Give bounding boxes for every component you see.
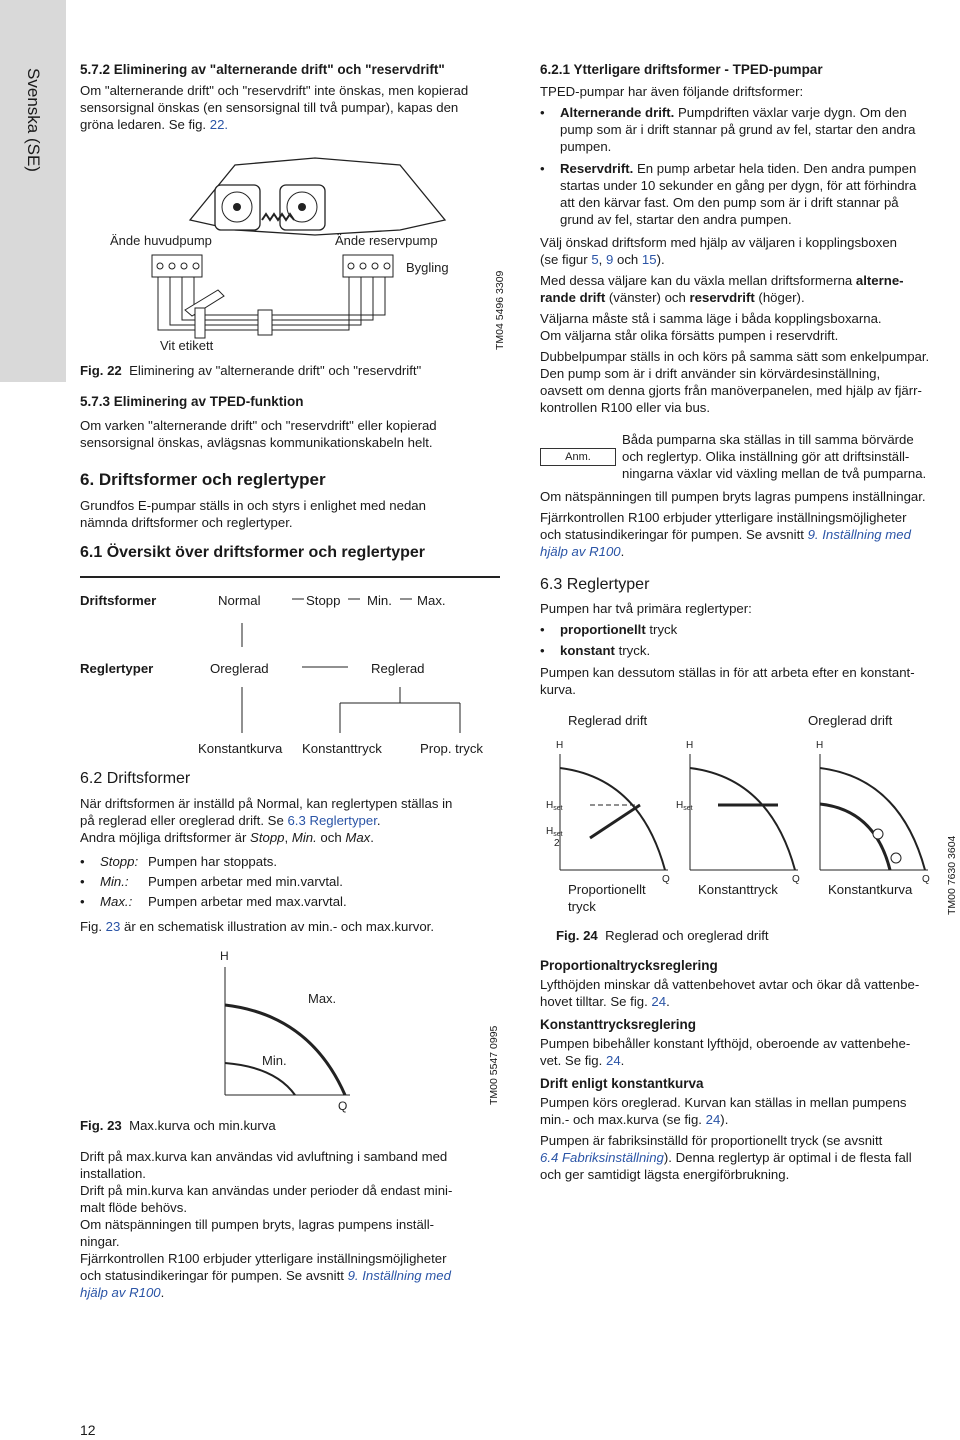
list-item: • Min.: Pumpen arbetar med min.varvtal. xyxy=(80,873,347,890)
label-prop: Prop. tryck xyxy=(420,741,484,756)
label-min: Min. xyxy=(367,593,392,608)
label-bygling: Bygling xyxy=(406,260,449,275)
fig22-link[interactable]: 22. xyxy=(209,117,229,132)
list-item: • Alternerande drift. Pumpdriften växlar varje dygn. Om den pump som är i drift stannar på grund av fel, startar den andra pumpen. xyxy=(540,104,940,155)
fig23-code: TM00 5547 0995 xyxy=(488,1025,500,1105)
overview-diagram xyxy=(80,585,500,770)
label-white-tag: Vit etikett xyxy=(160,338,214,353)
fig22-diagram xyxy=(100,150,480,360)
link-r100[interactable]: 9. Inställning med xyxy=(347,1268,451,1283)
white-label-tag xyxy=(195,308,205,338)
svg-text:Hset: $H_{set}$ xyxy=(546,800,563,812)
label-konstantkurva: Konstantkurva xyxy=(198,741,283,756)
regtype-list xyxy=(540,621,677,659)
fig23-chart xyxy=(200,945,360,1115)
label-reserve-pump: Ände reservpump xyxy=(335,233,438,248)
fig22-code: TM04 5496 3309 xyxy=(494,270,506,350)
svg-text:Q: Q xyxy=(338,1099,348,1113)
fig22-caption: Fig. 22 Eliminering av "alternerande drift" och "reservdrift" xyxy=(80,363,422,378)
regtype-descriptions: Proportionaltrycksreglering Lyfthöjden minskar då vattenbehovet avtar och ökar då vattenbe- hovet tilltar. Se fig. 24. Konstanttrycksreglering Pumpen bibehåller konstant lyfthöjd, oberoende av vattenbehe- vet. Se fig. 24. Drift enligt konstantkurva Pumpen körs oreglerad. Kurvan kan ställas in mellan pumpens min.- och max.kurva (se fig. 24). Pumpen är fabriksinställd för proportionellt tryck (se avsnitt 6.4 Fabriksinställning). Denna reglertyp är optimal i de flesta fall och ger samtidigt lägsta energiförbrukning. xyxy=(540,958,920,1182)
svg-text:Konstanttryck: Konstanttryck xyxy=(698,882,778,897)
svg-text:Q: Q xyxy=(662,874,670,885)
label-reglertyper: Reglertyper xyxy=(80,661,154,676)
divider xyxy=(80,576,500,578)
fig24-code: TM00 7630 3604 xyxy=(946,835,958,915)
language-tab xyxy=(0,0,66,382)
section-621-intro: TPED-pumpar har även följande driftsformer: xyxy=(540,84,804,99)
list-item: • proportionellt tryck xyxy=(540,621,677,638)
section-61-title: 6.1 Översikt över driftsformer och reglertyper xyxy=(80,544,426,561)
section-63-intro: Pumpen har två primära reglertyper: xyxy=(540,601,752,616)
list-item: • Reservdrift. En pump arbetar hela tiden. Den andra pumpen startas under 10 sekunder en gång per dygn, för att förhindra att den kärvar fast. Om den pump som är i drift stannar på grund av fel, startar den andra pumpen. xyxy=(540,160,940,228)
link-r100-right[interactable]: 9. Inställning med xyxy=(807,527,911,542)
after-text: Drift på max.kurva kan användas vid avluftning i samband med installation. Drift på min.kurva kan användas under perioder då endast mini- malt flöde behövs. Om nätspänningen till pumpen bryts, lagras pumpens inställ- ningar. Fjärrkontrollen R100 erbjuder ytterligare inställningsmöjligheter och statusindikeringar för pumpen. Se avsnitt 9. Inställning med hjälp av R100. xyxy=(80,1149,453,1300)
max-curve xyxy=(225,1005,345,1095)
section-6-text: Grundfos E-pumpar ställs in och styrs i enlighet med nedan nämnda driftsformer och reglertyper. xyxy=(80,498,426,530)
list-item: • konstant tryck. xyxy=(540,642,677,659)
terminal-reserve xyxy=(343,255,393,277)
label-oreglerad: Oreglerad xyxy=(210,661,269,676)
svg-text:H: H xyxy=(556,740,564,751)
fig24-caption: Fig. 24 Reglerad och oreglerad drift xyxy=(556,928,769,943)
section-62-title: 6.2 Driftsformer xyxy=(80,770,191,787)
prop-line xyxy=(590,805,640,838)
page-number: 12 xyxy=(80,1422,96,1438)
svg-text:Konstantkurva: Konstantkurva xyxy=(828,882,913,897)
svg-text:Min.: Min. xyxy=(262,1053,287,1068)
mode-list xyxy=(80,853,347,910)
svg-text:Max.: Max. xyxy=(308,991,337,1006)
language-label: Svenska (SE) xyxy=(24,68,43,172)
tped-list xyxy=(540,104,940,228)
label-reglerad: Reglerad xyxy=(371,661,425,676)
head-reglerad: Reglerad drift xyxy=(568,713,648,728)
section-62-text: När driftsformen är inställd på Normal, kan reglertypen ställas in på reglerad eller oreglerad drift. Se 6.3 Reglertyper. Andra möjliga driftsformer är Stopp, Min. och Max. xyxy=(80,796,453,845)
section-572-text: Om "alternerande drift" och "reservdrift" inte önskas, men kopierad sensorsignal önskas (en sensorsignal till två pumpar), kapas den gröna ledaren. Se fig. 22. xyxy=(80,83,469,132)
link-63[interactable]: 6.3 Reglertyper xyxy=(287,813,377,828)
svg-text:tryck: tryck xyxy=(568,899,596,914)
section-63-text: Pumpen kan dessutom ställas in för att arbeta efter en konstant- kurva. xyxy=(540,665,915,697)
section-621-title: 6.2.1 Ytterligare driftsformer - TPED-pumpar xyxy=(540,62,823,77)
svg-text:Q: Q xyxy=(922,874,930,885)
right-paragraphs: Välj önskad driftsform med hjälp av väljaren i kopplingsboxen (se figur 5, 9 och 15). Med dessa väljare kan du växla mellan driftsformerna alterne- rande drift (vänster) och reservdrift (höger). Väljarna måste stå i samma läge i båda kopplingsboxarna. Om väljarna står olika försätts pumpen i reservdrift. Dubbelpumpar ställs in och körs på samma sätt som enkelpumpar. Den pump som är i drift använder sin körvärdesinställning, oavsett om denna gjorts från manöverpanelen, med hjälp av fjärr- kontrollen R100 eller via bus. xyxy=(540,235,930,415)
terminal-main xyxy=(152,255,202,277)
label-driftsformer: Driftsformer xyxy=(80,593,157,608)
svg-text:Hset: $H_{set}$ xyxy=(546,826,563,838)
label-normal: Normal xyxy=(218,593,261,608)
cable-sleeve xyxy=(258,310,272,335)
right-paragraphs-2: Om nätspänningen till pumpen bryts lagras pumpens inställningar. Fjärrkontrollen R100 erbjuder ytterligare inställningsmöjligheter och statusindikeringar för pumpen. Se avsnitt 9. Inställning med hjälp av R100. xyxy=(540,489,926,559)
section-573-text: Om varken "alternerande drift" och "reservdrift" eller kopierad sensorsignal önskas, avlägsnas kommunikationskabeln helt. xyxy=(80,418,437,450)
label-main-pump: Ände huvudpump xyxy=(110,233,212,248)
list-item: • Max.: Pumpen arbetar med max.varvtal. xyxy=(80,893,347,910)
svg-text:H: H xyxy=(686,740,694,751)
svg-text:Hset: $H_{set}$ xyxy=(676,800,693,812)
label-stopp: Stopp xyxy=(306,593,341,608)
svg-text:Proportionellt: Proportionellt xyxy=(568,882,646,897)
wires-reserve xyxy=(270,277,385,330)
label-konstanttryck: Konstanttryck xyxy=(302,741,382,756)
label-max: Max. xyxy=(417,593,446,608)
section-573-title: 5.7.3 Eliminering av TPED-funktion xyxy=(80,394,304,409)
list-item: • Stopp: Pumpen har stoppats. xyxy=(80,853,347,870)
svg-text:H: H xyxy=(220,949,229,963)
note-text: Båda pumparna ska ställas in till samma börvärde och reglertyp. Olika inställning gör att driftsinställ- ningarna växlar vid växling mellan de två pumparna. xyxy=(622,432,927,481)
fig24-chart xyxy=(540,708,940,928)
section-572-title: 5.7.2 Eliminering av "alternerande drift" och "reservdrift" xyxy=(80,62,445,77)
note-label: Anm. xyxy=(540,448,616,466)
section-6-title: 6. Driftsformer och reglertyper xyxy=(80,470,326,489)
section-63-title: 6.3 Reglertyper xyxy=(540,576,650,593)
fig23-ref: Fig. 23 är en schematisk illustration av min.- och max.kurvor. xyxy=(80,919,435,934)
svg-text:Q: Q xyxy=(792,874,800,885)
fig23-link[interactable]: 23 xyxy=(105,919,121,934)
svg-text:2: 2 xyxy=(554,838,560,849)
svg-text:H: H xyxy=(816,740,824,751)
fig23-caption: Fig. 23 Max.kurva och min.kurva xyxy=(80,1118,276,1133)
head-oreglerad: Oreglerad drift xyxy=(808,713,893,728)
